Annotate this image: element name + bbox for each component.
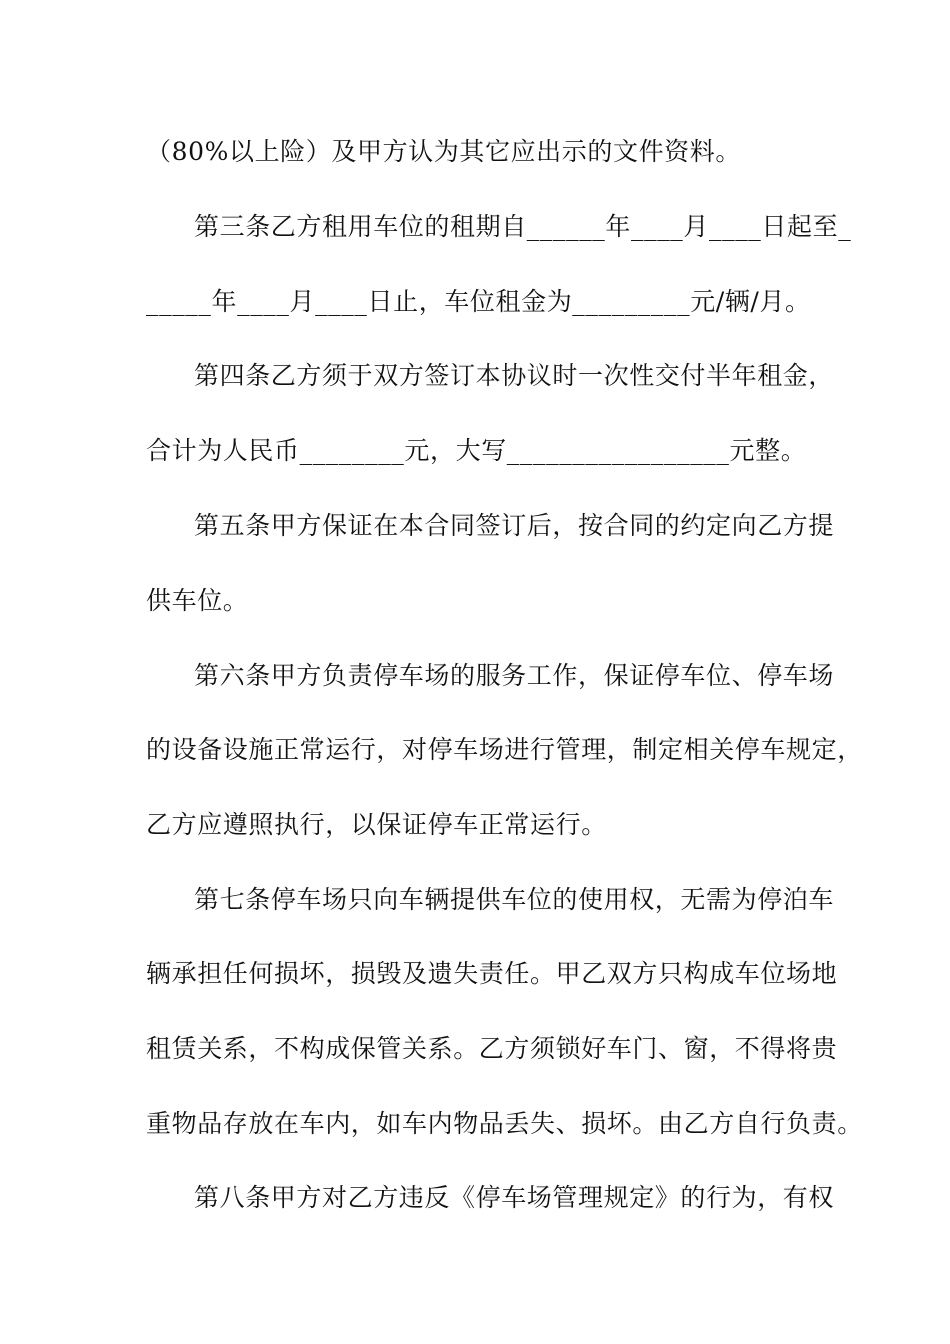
paragraph-article-3: 第三条乙方租用车位的租期自______年____月____日起至_ (194, 212, 852, 241)
text-line: 的设备设施正常运行，对停车场进行管理，制定相关停车规定， (146, 735, 863, 764)
paragraph-article-5: 第五条甲方保证在本合同签订后，按合同的约定向乙方提 (194, 511, 835, 540)
text-line: 合计为人民币________元，大写_________________元整。 (146, 436, 807, 465)
paragraph-article-7: 第七条停车场只向车辆提供车位的使用权，无需为停泊车 (194, 885, 835, 914)
paragraph-article-6: 第六条甲方负责停车场的服务工作，保证停车位、停车场 (194, 661, 835, 690)
text-line: 乙方应遵照执行，以保证停车正常运行。 (146, 810, 607, 839)
text-line: 辆承担任何损坏，损毁及遗失责任。甲乙双方只构成车位场地 (146, 959, 838, 988)
text-line: 重物品存放在车内，如车内物品丢失、损坏。由乙方自行负责。 (146, 1109, 863, 1138)
text-line: _____年____月____日止，车位租金为_________元/辆/月。 (146, 287, 811, 316)
paragraph-article-8: 第八条甲方对乙方违反《停车场管理规定》的行为，有权 (194, 1183, 835, 1212)
text-line: 租赁关系，不构成保管关系。乙方须锁好车门、窗，不得将贵 (146, 1034, 838, 1063)
text-line: （80%以上险）及甲方认为其它应出示的文件资料。 (146, 137, 741, 166)
paragraph-article-4: 第四条乙方须于双方签订本协议时一次性交付半年租金， (194, 361, 835, 390)
text-line: 供车位。 (146, 586, 249, 615)
